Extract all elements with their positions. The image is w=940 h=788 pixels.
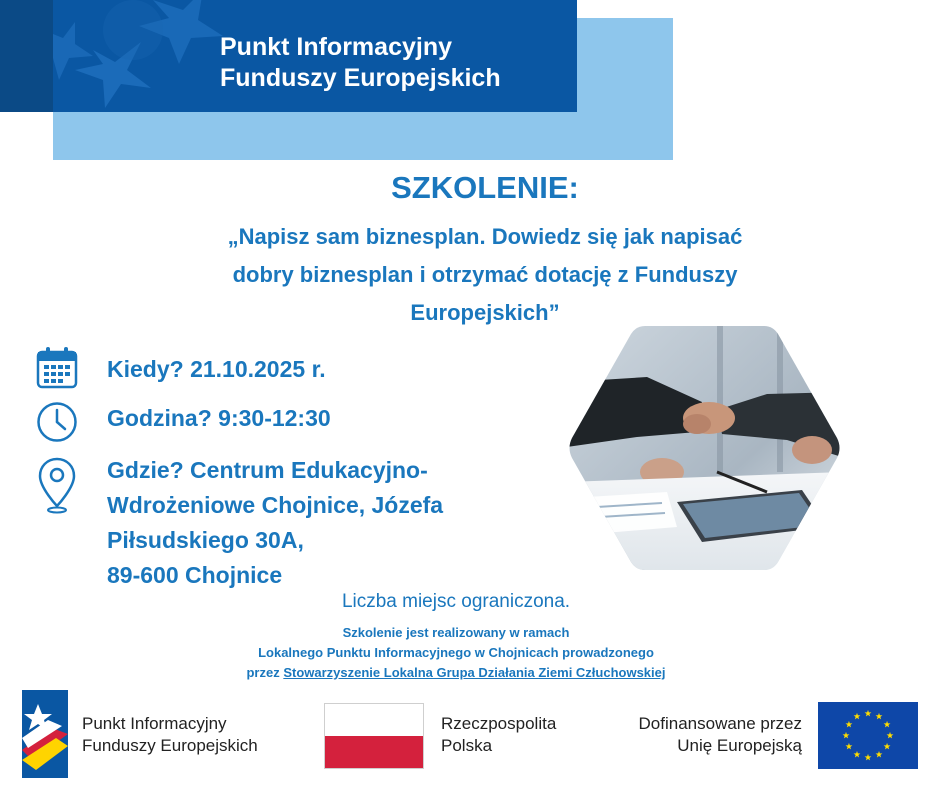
footer-eu-line1: Dofinansowane przez — [638, 714, 802, 733]
location-pin-icon — [36, 456, 78, 514]
eu-star-icon — [884, 721, 891, 728]
header-banner-edge — [0, 0, 60, 112]
footer-eu-line2: Unię Europejską — [677, 736, 802, 755]
footer-rp-text — [441, 713, 556, 757]
event-subtitle — [120, 218, 850, 332]
clock-icon — [36, 401, 78, 443]
footer-pife-line2: Funduszy Europejskich — [82, 736, 258, 755]
footer-rp-line2: Polska — [441, 736, 493, 755]
organizer-note-line3 — [0, 663, 912, 683]
eu-star-icon — [865, 754, 872, 761]
organizer-note-line2: Lokalnego Punktu Informacyjnego w Chojnicach prowadzonego — [258, 645, 654, 660]
eu-star-icon — [876, 713, 883, 720]
footer-pife-line1: Punkt Informacyjny — [82, 714, 227, 733]
event-location-line2: Wdrożeniowe Chojnice, Józefa — [107, 492, 444, 518]
organizer-link[interactable]: Stowarzyszenie Lokalna Grupa Działania Ziemi Człuchowskiej — [283, 665, 666, 680]
event-subtitle-line2: dobry biznesplan i otrzymać dotację z Funduszy — [232, 262, 738, 287]
polish-flag-white — [325, 704, 423, 736]
organizer-note — [0, 623, 912, 683]
event-location-line1: Gdzie? Centrum Edukacyjno- — [107, 457, 428, 483]
event-location-line4: 89-600 Chojnice — [107, 562, 283, 588]
eu-star-icon — [865, 710, 872, 717]
eu-star-icon — [846, 721, 853, 728]
header-title-line2: Funduszy Europejskich — [220, 64, 501, 92]
pife-logo-icon — [22, 690, 70, 778]
eu-star-icon — [843, 732, 850, 739]
event-subtitle-line3: Europejskich” — [410, 300, 560, 325]
eu-star-icon — [884, 743, 891, 750]
footer-rp-line1: Rzeczpospolita — [441, 714, 557, 733]
event-heading: SZKOLENIE: — [391, 170, 579, 205]
polish-flag-icon — [324, 703, 424, 769]
eu-flag-icon — [818, 702, 918, 769]
eu-star-icon — [846, 743, 853, 750]
eu-star-icon — [854, 751, 861, 758]
organizer-note-prefix: przez — [246, 665, 284, 680]
polish-flag-red — [325, 736, 423, 769]
eu-star-icon — [854, 713, 861, 720]
event-location-line3: Piłsudskiego 30A, — [107, 527, 304, 553]
header-title — [220, 32, 501, 94]
event-time: Godzina? 9:30-12:30 — [107, 405, 331, 431]
event-date: Kiedy? 21.10.2025 r. — [107, 356, 326, 382]
footer-pife-text — [82, 713, 258, 757]
eu-star-icon — [876, 751, 883, 758]
header-title-line1: Punkt Informacyjny — [220, 33, 452, 61]
limited-seats-text: Liczba miejsc ograniczona. — [341, 591, 571, 612]
organizer-note-line1: Szkolenie jest realizowany w ramach — [342, 625, 570, 640]
event-subtitle-line1: „Napisz sam biznesplan. Dowiedz się jak napisać — [227, 224, 743, 249]
calendar-icon — [36, 346, 78, 390]
event-location — [107, 453, 443, 593]
eu-stars-icon — [818, 702, 918, 769]
handshake-photo — [567, 322, 842, 574]
footer-eu-text — [600, 713, 802, 757]
eu-star-icon — [887, 732, 894, 739]
